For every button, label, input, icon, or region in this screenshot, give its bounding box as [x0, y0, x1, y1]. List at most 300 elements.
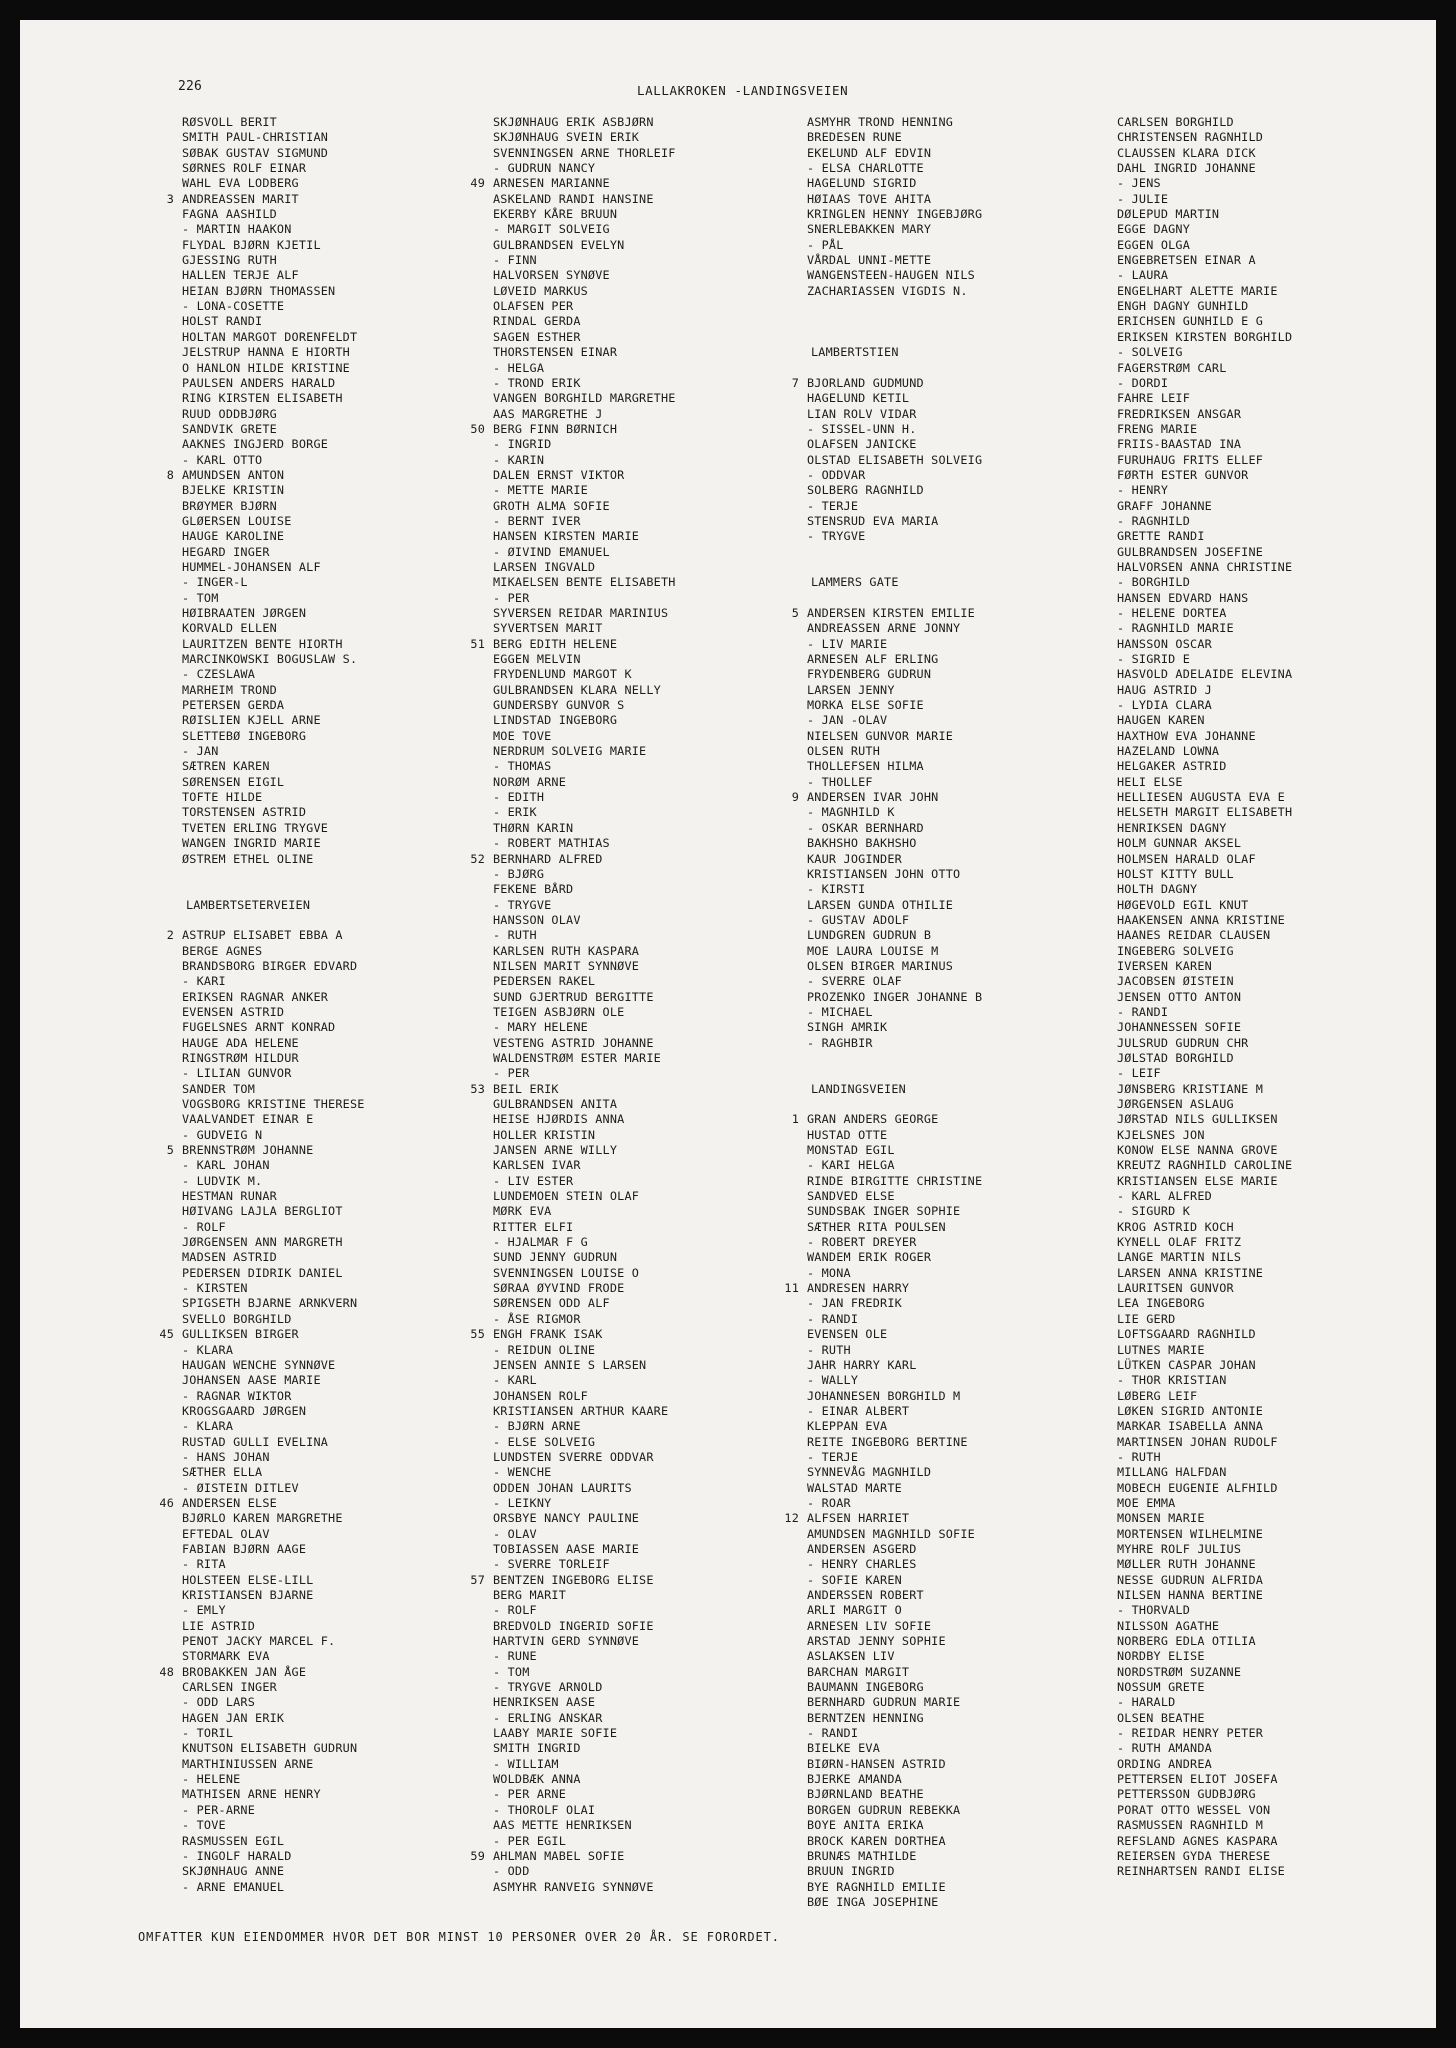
- resident-name: - HELENE DORTEA: [1117, 606, 1227, 620]
- resident-name: AMUNDSEN ANTON: [182, 467, 285, 482]
- resident-name: THØRN KARIN: [493, 820, 574, 835]
- directory-entry: [493, 1741, 676, 1756]
- resident-name: BOYE ANITA ERIKA: [807, 1818, 924, 1833]
- directory-entry: [1117, 483, 1292, 498]
- directory-entry: [1117, 1143, 1292, 1158]
- resident-name: - LEIKNY: [493, 1495, 552, 1510]
- directory-entry: [493, 1803, 676, 1818]
- directory-entry: [1117, 545, 1292, 560]
- directory-entry: [493, 376, 676, 391]
- directory-entry: [493, 1757, 676, 1772]
- house-number: 52: [470, 851, 485, 866]
- directory-entry: [807, 1220, 982, 1235]
- directory-entry: [182, 959, 365, 974]
- house-number: 45: [159, 1327, 174, 1342]
- resident-name: SØRAA ØYVIND FRODE: [493, 1281, 625, 1296]
- directory-entry: [1117, 1649, 1292, 1664]
- directory-entry: [1117, 1726, 1292, 1741]
- directory-entry: [1117, 1787, 1292, 1802]
- resident-name: - LIV ESTER: [493, 1173, 574, 1188]
- resident-name: LØBERG LEIF: [1117, 1388, 1198, 1403]
- directory-entry: [166, 928, 365, 943]
- directory-entry: [493, 146, 676, 161]
- resident-name: RITTER ELFI: [493, 1219, 574, 1234]
- directory-entry: [493, 1619, 676, 1634]
- directory-entry: [807, 1174, 982, 1189]
- resident-name: LØKEN SIGRID ANTONIE: [1117, 1403, 1264, 1418]
- directory-entry: [182, 1834, 365, 1849]
- resident-name: MØRK EVA: [493, 1204, 552, 1219]
- resident-name: BRUUN INGRID: [807, 1864, 895, 1879]
- directory-entry: [807, 1358, 982, 1373]
- resident-name: EGGEN MELVIN: [493, 652, 581, 667]
- directory-entry: [807, 192, 982, 207]
- resident-name: ANDERSEN ELSE: [182, 1495, 277, 1510]
- page-footer-note: OMFATTER KUN EIENDOMMER HVOR DET BOR MINST 10 PERSONER OVER 20 ÅR. SE FORORDET.: [138, 1930, 780, 1944]
- directory-entry: [807, 1143, 982, 1158]
- resident-name: HAZELAND LOWNA: [1117, 744, 1220, 759]
- resident-name: - EDITH: [493, 790, 545, 805]
- directory-entry: [493, 898, 676, 913]
- directory-entry: [182, 1373, 365, 1388]
- resident-name: - LAURA: [1117, 268, 1169, 283]
- directory-entry: [807, 529, 982, 544]
- directory-entry: [1117, 1358, 1292, 1373]
- resident-name: WANDEM ERIK ROGER: [807, 1250, 932, 1265]
- directory-entry: [493, 698, 676, 713]
- resident-name: - RANDI: [807, 1726, 859, 1741]
- resident-name: HOLTAN MARGOT DORENFELDT: [182, 329, 358, 344]
- directory-entry: [182, 1603, 365, 1618]
- directory-entry: [182, 299, 365, 314]
- directory-entry: [1117, 1235, 1292, 1250]
- directory-entry: [182, 1680, 365, 1695]
- resident-name: SØRNES ROLF EINAR: [182, 161, 307, 176]
- directory-entry: [807, 944, 982, 959]
- directory-entry: [493, 1695, 676, 1710]
- resident-name: - GUSTAV ADOLF: [807, 912, 910, 927]
- directory-entry: [807, 115, 982, 130]
- directory-entry: [493, 759, 676, 774]
- resident-name: KROG ASTRID KOCH: [1117, 1219, 1234, 1234]
- resident-name: GRAFF JOHANNE: [1117, 498, 1212, 513]
- directory-entry: [807, 1895, 982, 1910]
- directory-entry: [182, 575, 365, 590]
- directory-entry: [166, 1143, 365, 1158]
- directory-entry: [1117, 376, 1292, 391]
- resident-name: HELI ELSE: [1117, 774, 1183, 789]
- directory-entry: [807, 698, 982, 713]
- directory-entry: [182, 514, 365, 529]
- directory-entry: [1117, 1511, 1292, 1526]
- house-number: 46: [159, 1495, 174, 1510]
- resident-name: - ROAR: [807, 1495, 851, 1510]
- directory-entry: [1117, 1588, 1292, 1603]
- resident-name: MARHEIM TROND: [182, 682, 277, 697]
- resident-name: WAHL EVA LODBERG: [182, 176, 299, 191]
- directory-entry: [182, 1235, 365, 1250]
- directory-entry: [182, 1542, 365, 1557]
- resident-name: PORAT OTTO WESSEL VON: [1117, 1802, 1271, 1817]
- directory-entry: [1117, 314, 1292, 329]
- resident-name: HOLSTEEN ELSE-LILL: [182, 1572, 314, 1587]
- resident-name: - KARL: [493, 1373, 537, 1388]
- resident-name: JENSEN OTTO ANTON: [1117, 989, 1242, 1004]
- house-number: 49: [470, 176, 485, 191]
- resident-name: JOHANSEN ROLF: [493, 1388, 588, 1403]
- directory-entry: [493, 1250, 676, 1265]
- resident-name: - MONA: [807, 1265, 851, 1280]
- directory-entry: [807, 268, 982, 283]
- directory-entry: [182, 1772, 365, 1787]
- resident-name: BJORLAND GUDMUND: [807, 375, 924, 390]
- resident-name: KONOW ELSE NANNA GROVE: [1117, 1143, 1278, 1158]
- directory-page: [20, 20, 1436, 2028]
- directory-entry: [493, 284, 676, 299]
- directory-entry: [807, 1680, 982, 1695]
- directory-entry: [182, 1849, 365, 1864]
- resident-name: HAXTHOW EVA JOHANNE: [1117, 728, 1256, 743]
- directory-entry: [493, 1603, 676, 1618]
- directory-entry: [1117, 637, 1292, 652]
- resident-name: - ÅSE RIGMOR: [493, 1311, 581, 1326]
- resident-name: HOLM GUNNAR AKSEL: [1117, 836, 1242, 851]
- directory-entry: [1117, 1757, 1292, 1772]
- resident-name: JANSEN ARNE WILLY: [493, 1143, 618, 1158]
- resident-name: - CZESLAWA: [182, 667, 256, 682]
- directory-entry: [1117, 1849, 1292, 1864]
- directory-entry: [807, 867, 982, 882]
- directory-entry: [493, 1296, 676, 1311]
- resident-name: LARSEN INGVALD: [493, 559, 596, 574]
- resident-name: HØIBRAATEN JØRGEN: [182, 606, 307, 620]
- resident-name: - JULIE: [1117, 191, 1169, 206]
- resident-name: PETTERSEN ELIOT JOSEFA: [1117, 1772, 1278, 1787]
- directory-entry: [470, 1081, 676, 1097]
- resident-name: MOE TOVE: [493, 728, 552, 743]
- resident-name: GUNDERSBY GUNVOR S: [493, 698, 625, 713]
- directory-entry: [493, 529, 676, 544]
- resident-name: JENSEN ANNIE S LARSEN: [493, 1357, 647, 1372]
- directory-entry: [807, 1542, 982, 1557]
- directory-entry: [182, 545, 365, 560]
- resident-name: FABIAN BJØRN AAGE: [182, 1541, 307, 1556]
- directory-entry: [807, 253, 982, 268]
- directory-entry: [807, 775, 982, 790]
- resident-name: HESTMAN RUNAR: [182, 1189, 277, 1204]
- directory-entry: [784, 1511, 982, 1526]
- resident-name: OLSEN RUTH: [807, 744, 881, 759]
- directory-entry: [182, 913, 365, 928]
- resident-name: KLEPPAN EVA: [807, 1419, 888, 1434]
- resident-name: - THOR KRISTIAN: [1117, 1373, 1227, 1388]
- resident-name: AHLMAN MABEL SOFIE: [493, 1848, 625, 1863]
- house-number: 12: [784, 1511, 799, 1526]
- resident-name: FAHRE LEIF: [1117, 391, 1191, 406]
- resident-name: BERNHARD GUDRUN MARIE: [807, 1695, 961, 1710]
- directory-entry: [807, 882, 982, 897]
- resident-name: EKELUND ALF EDVIN: [807, 145, 932, 160]
- resident-name: NORØM ARNE: [493, 774, 567, 789]
- directory-entry: [1117, 1741, 1292, 1756]
- directory-entry: [182, 1204, 365, 1219]
- resident-name: - KARL ALFRED: [1117, 1189, 1212, 1204]
- directory-entry: [1117, 1051, 1292, 1066]
- directory-entry: [182, 1020, 365, 1035]
- directory-entry: [807, 1020, 982, 1035]
- resident-name: ANDERSSEN ROBERT: [807, 1588, 924, 1602]
- directory-entry: [182, 314, 365, 329]
- resident-name: OLAFSEN JANICKE: [807, 437, 917, 452]
- resident-name: - LYDIA CLARA: [1117, 698, 1212, 713]
- resident-name: AAS MARGRETHE J: [493, 406, 603, 421]
- resident-name: PETERSEN GERDA: [182, 698, 285, 713]
- resident-name: EVENSEN ASTRID: [182, 1004, 285, 1019]
- directory-entry: [182, 407, 365, 422]
- directory-entry: [493, 1834, 676, 1849]
- resident-name: BENTZEN INGEBORG ELISE: [493, 1572, 654, 1587]
- resident-name: - RANDI: [1117, 1004, 1169, 1019]
- directory-entry: [807, 468, 982, 483]
- resident-name: - RAGNAR WIKTOR: [182, 1388, 292, 1403]
- directory-entry: [182, 775, 365, 790]
- directory-entry: [182, 836, 365, 851]
- resident-name: - BERNT IVER: [493, 513, 581, 528]
- resident-name: DAHL INGRID JOHANNE: [1117, 161, 1256, 176]
- resident-name: KARLSEN IVAR: [493, 1158, 581, 1173]
- resident-name: - KLARA: [182, 1419, 234, 1434]
- directory-entry: [807, 407, 982, 422]
- resident-name: KRINGLEN HENNY INGEBJØRG: [807, 207, 983, 222]
- resident-name: BRENNSTRØM JOHANNE: [182, 1143, 314, 1158]
- directory-entry: [182, 1695, 365, 1710]
- directory-entry: [182, 683, 365, 698]
- resident-name: GULBRANDSEN JOSEFINE: [1117, 544, 1264, 559]
- directory-entry: [807, 1787, 982, 1802]
- resident-name: - MARTIN HAAKON: [182, 222, 292, 237]
- directory-entry: [182, 1757, 365, 1772]
- directory-entry: [1117, 176, 1292, 191]
- house-number: 51: [470, 636, 485, 651]
- house-number: 57: [470, 1572, 485, 1587]
- resident-name: HELGAKER ASTRID: [1117, 759, 1227, 774]
- directory-entry: [182, 1158, 365, 1173]
- directory-entry: [182, 591, 365, 606]
- resident-name: ENGH FRANK ISAK: [493, 1327, 603, 1342]
- resident-name: AAKNES INGJERD BORGE: [182, 437, 329, 452]
- resident-name: HEIAN BJØRN THOMASSEN: [182, 283, 336, 298]
- directory-entry: [807, 667, 982, 682]
- resident-name: BJERKE AMANDA: [807, 1772, 902, 1787]
- house-number: 9: [791, 790, 799, 805]
- directory-entry: [182, 1787, 365, 1802]
- directory-entry: [1117, 422, 1292, 437]
- street-heading-row: [807, 1082, 982, 1097]
- resident-name: - SISSEL-UNN H.: [807, 421, 917, 436]
- directory-entry: [182, 161, 365, 176]
- resident-name: CARLSEN INGER: [182, 1680, 277, 1695]
- directory-entry: [807, 744, 982, 759]
- directory-entry: [493, 1527, 676, 1542]
- resident-name: KRISTIANSEN ELSE MARIE: [1117, 1173, 1278, 1188]
- resident-name: NORBERG EDLA OTILIA: [1117, 1634, 1256, 1649]
- resident-name: LEA INGEBORG: [1117, 1296, 1205, 1311]
- directory-entry: [182, 637, 365, 652]
- resident-name: FEKENE BÅRD: [493, 882, 574, 897]
- directory-entry: [493, 1189, 676, 1204]
- directory-entry: [1117, 1005, 1292, 1020]
- directory-entry: [807, 560, 982, 575]
- directory-entry: [807, 928, 982, 943]
- resident-name: OLSEN BEATHE: [1117, 1710, 1205, 1725]
- resident-name: BERNHARD ALFRED: [493, 851, 603, 866]
- directory-entry: [791, 1112, 982, 1127]
- resident-name: TOFTE HILDE: [182, 790, 263, 805]
- directory-entry: [807, 361, 982, 376]
- directory-entry: [807, 1266, 982, 1281]
- directory-entry: [807, 1435, 982, 1450]
- resident-name: STORMARK EVA: [182, 1649, 270, 1664]
- directory-entry: [1117, 130, 1292, 145]
- resident-name: FØRTH ESTER GUNVOR: [1117, 467, 1249, 482]
- resident-name: HØIVANG LAJLA BERGLIOT: [182, 1204, 343, 1219]
- directory-entry: [1117, 1803, 1292, 1818]
- house-number: 50: [470, 421, 485, 436]
- directory-entry: [493, 913, 676, 928]
- directory-entry: [493, 805, 676, 820]
- directory-entry: [1117, 253, 1292, 268]
- directory-entry: [807, 222, 982, 237]
- directory-entry: [182, 790, 365, 805]
- resident-name: WANGEN INGRID MARIE: [182, 836, 321, 851]
- resident-name: FUGELSNES ARNT KONRAD: [182, 1020, 336, 1035]
- directory-entry: [493, 1542, 676, 1557]
- resident-name: HAUGE KAROLINE: [182, 529, 285, 544]
- resident-name: BERGE AGNES: [182, 943, 263, 958]
- resident-name: ASKELAND RANDI HANSINE: [493, 191, 654, 206]
- resident-name: PAULSEN ANDERS HARALD: [182, 375, 336, 390]
- resident-name: HENRIKSEN AASE: [493, 1695, 596, 1710]
- directory-entry: [493, 1711, 676, 1726]
- resident-name: - FINN: [493, 253, 537, 268]
- directory-entry: [807, 1803, 982, 1818]
- directory-entry: [1117, 1864, 1292, 1879]
- directory-entry: [493, 1588, 676, 1603]
- directory-entry: [1117, 1527, 1292, 1542]
- resident-name: - BORGHILD: [1117, 575, 1191, 590]
- directory-entry: [1117, 944, 1292, 959]
- resident-name: SKJØNHAUG ERIK ASBJØRN: [493, 115, 654, 129]
- resident-name: JAHR HARRY KARL: [807, 1357, 917, 1372]
- directory-entry: [807, 1389, 982, 1404]
- directory-entry: [807, 1603, 982, 1618]
- directory-entry: [182, 667, 365, 682]
- directory-entry: [493, 453, 676, 468]
- resident-name: LARSEN GUNDA OTHILIE: [807, 897, 954, 912]
- resident-name: HAUG ASTRID J: [1117, 682, 1212, 697]
- resident-name: JØLSTAD BORGHILD: [1117, 1050, 1234, 1065]
- resident-name: BREDVOLD INGERID SOFIE: [493, 1618, 654, 1633]
- resident-name: BIELKE EVA: [807, 1741, 881, 1756]
- directory-entry: [1117, 391, 1292, 406]
- resident-name: KREUTZ RAGNHILD CAROLINE: [1117, 1158, 1293, 1173]
- directory-entry: [807, 1036, 982, 1051]
- resident-name: - WILLIAM: [493, 1756, 559, 1771]
- resident-name: HAAKENSEN ANNA KRISTINE: [1117, 912, 1285, 927]
- resident-name: RUUD ODDBJØRG: [182, 406, 277, 421]
- directory-entry: [1117, 836, 1292, 851]
- directory-entry: [493, 238, 676, 253]
- resident-name: HOLLER KRISTIN: [493, 1127, 596, 1142]
- resident-name: FAGNA AASHILD: [182, 207, 277, 222]
- resident-name: RUSTAD GULLI EVELINA: [182, 1434, 329, 1449]
- resident-name: - HELENE: [182, 1772, 241, 1787]
- directory-entry: [1117, 652, 1292, 667]
- resident-name: - ODDVAR: [807, 467, 866, 482]
- resident-name: LARSEN ANNA KRISTINE: [1117, 1265, 1264, 1280]
- resident-name: - MAGNHILD K: [807, 805, 895, 820]
- resident-name: NORDBY ELISE: [1117, 1649, 1205, 1664]
- resident-name: FLYDAL BJØRN KJETIL: [182, 237, 321, 252]
- directory-entry: [182, 652, 365, 667]
- resident-name: HALVORSEN ANNA CHRISTINE: [1117, 559, 1293, 574]
- resident-name: BRUNÆS MATHILDE: [807, 1848, 917, 1863]
- resident-name: - MARGIT SOLVEIG: [493, 222, 610, 237]
- resident-name: SYVERSEN REIDAR MARINIUS: [493, 606, 669, 620]
- directory-entry: [493, 621, 676, 636]
- directory-entry: [182, 1481, 365, 1496]
- resident-name: - PER: [493, 1066, 530, 1081]
- house-number: 11: [784, 1281, 799, 1296]
- resident-name: - ODD: [493, 1864, 530, 1879]
- resident-name: LÜTKEN CASPAR JOHAN: [1117, 1357, 1256, 1372]
- resident-name: LAURITSEN GUNVOR: [1117, 1281, 1234, 1296]
- street-heading-row: [182, 898, 365, 913]
- resident-name: HANSEN EDVARD HANS: [1117, 590, 1249, 605]
- resident-name: - ERIK: [493, 805, 537, 820]
- resident-name: ANDRESEN HARRY: [807, 1281, 910, 1296]
- directory-entry: [182, 1266, 365, 1281]
- page-number: 226: [178, 79, 203, 94]
- directory-entry: [182, 1711, 365, 1726]
- resident-name: HENRIKSEN DAGNY: [1117, 820, 1227, 835]
- directory-entry: [182, 759, 365, 774]
- directory-entry: [493, 667, 676, 682]
- resident-name: - THORVALD: [1117, 1603, 1191, 1618]
- directory-entry: [1117, 299, 1292, 314]
- directory-entry: [1117, 437, 1292, 452]
- directory-entry: [1117, 821, 1292, 836]
- directory-entry: [182, 1818, 365, 1833]
- directory-entry: [1117, 1603, 1292, 1618]
- resident-name: WALSTAD MARTE: [807, 1480, 902, 1495]
- resident-name: ORDING ANDREA: [1117, 1756, 1212, 1771]
- directory-entry: [182, 130, 365, 145]
- resident-name: BERG FINN BØRNICH: [493, 421, 618, 436]
- resident-name: VESTENG ASTRID JOHANNE: [493, 1035, 654, 1050]
- resident-name: JØRGENSEN ASLAUG: [1117, 1097, 1234, 1111]
- directory-entry: [1117, 1312, 1292, 1327]
- directory-entry: [493, 1511, 676, 1526]
- directory-entry: [1117, 146, 1292, 161]
- directory-entry: [1117, 1619, 1292, 1634]
- resident-name: HASVOLD ADELAIDE ELEVINA: [1117, 667, 1293, 682]
- resident-name: PENOT JACKY MARCEL F.: [182, 1634, 336, 1649]
- resident-name: - TRYGVE: [807, 529, 866, 544]
- resident-name: ARLI MARGIT O: [807, 1603, 902, 1618]
- resident-name: DALEN ERNST VIKTOR: [493, 467, 625, 482]
- directory-entry: [1117, 1220, 1292, 1235]
